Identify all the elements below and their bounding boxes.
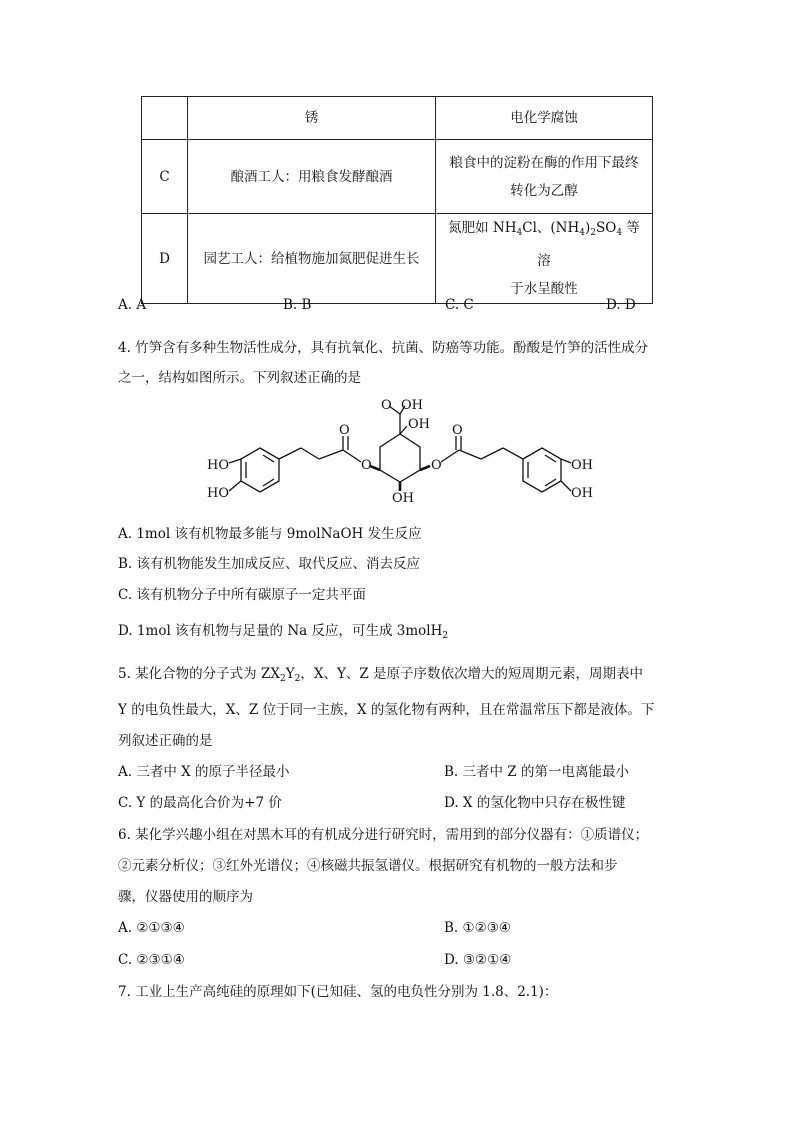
label-cooh-oh: OH [401, 398, 423, 413]
label-o-ester-left: O [361, 458, 372, 473]
q3-option-d[interactable]: D. D [606, 297, 636, 313]
row-explain-c [436, 140, 653, 214]
q4-option-d-sub: 2 [442, 631, 449, 641]
header-cell-rust: 锈 [188, 97, 436, 140]
explain-d-text-e: 等溶 [537, 220, 640, 269]
q5-sub-b: 2 [294, 674, 301, 684]
q4-option-c[interactable]: C. 该有机物分子中所有碳原子一定共平面 [118, 587, 366, 603]
label-oh-right-bottom: OH [571, 486, 593, 501]
q3-option-b[interactable]: B. B [283, 297, 312, 313]
explain-d-line1 [442, 214, 646, 275]
q3-option-a[interactable]: A. A [118, 297, 147, 313]
q3-option-c[interactable]: C. C [445, 297, 474, 313]
row-label-d: D [142, 214, 188, 304]
q5-option-b[interactable]: B. 三者中 Z 的第一电离能最小 [444, 764, 629, 780]
row-job-d: 园艺工人：给植物施加氮肥促进生长 [188, 214, 436, 304]
explain-d-text-a: 氮肥如 NH [448, 220, 517, 236]
table-row [142, 214, 653, 304]
q7-stem: 7. 工业上生产高纯硅的原理如下(已知硅、氢的电负性分别为 1.8、2.1)： [118, 984, 558, 1000]
q6-option-b[interactable]: B. ①②③④ [444, 920, 511, 936]
explain-d-text-d: SO [596, 220, 617, 236]
q6-stem-line1: 6. 某化学兴趣小组在对黑木耳的有机成分进行研究时，需用到的部分仪器有：①质谱仪； [118, 827, 649, 843]
q5-sub-a: 2 [279, 674, 286, 684]
q5-stem-post: ，X、Y、Z 是原子序数依次增大的短周期元素，周期表中 [300, 666, 644, 682]
label-cooh-o: O [381, 398, 392, 413]
q5-option-a[interactable]: A. 三者中 X 的原子半径最小 [118, 764, 290, 780]
q6-stem-line2: ②元素分析仪；③红外光谱仪；④核磁共振氢谱仪。根据研究有机物的一般方法和步 [118, 858, 618, 874]
explain-d-sub-d: 4 [616, 228, 623, 238]
q4-stem-line1: 4. 竹笋含有多种生物活性成分，具有抗氧化、抗菌、防癌等功能。酚酸是竹笋的活性成分 [118, 340, 649, 356]
explain-d-sub-a: 4 [516, 228, 523, 238]
label-ho-left-bottom: HO [207, 486, 229, 501]
label-oh-ring: OH [392, 491, 414, 506]
explain-d-text-b: Cl、(NH [522, 220, 580, 236]
row-job-c: 酿酒工人：用粮食发酵酿酒 [188, 140, 436, 214]
q5-stem-pre: 5. 某化合物的分子式为 ZX [118, 666, 280, 682]
q5-stem-line3: 列叙述正确的是 [118, 733, 213, 749]
header-cell-empty [142, 97, 188, 140]
label-ho-left-top: HO [207, 458, 229, 473]
explain-c-line1: 粮食中的淀粉在酶的作用下最终 [449, 154, 639, 171]
q4-option-b[interactable]: B. 该有机物能发生加成反应、取代反应、消去反应 [118, 556, 421, 572]
explain-d-line2: 于水呈酸性 [510, 281, 578, 297]
q5-stem-line1 [118, 666, 643, 687]
q6-option-a[interactable]: A. ②①③④ [118, 920, 185, 936]
q5-option-d[interactable]: D. X 的氢化物中只存在极性键 [444, 795, 626, 811]
explain-d-sub-b: 4 [579, 228, 585, 238]
q6-option-c[interactable]: C. ②③①④ [118, 952, 185, 968]
q5-option-c[interactable]: C. Y 的最高化合价为+7 价 [118, 795, 282, 811]
label-oh-right-top: OH [571, 458, 593, 473]
label-o-carbonyl-right: O [452, 423, 463, 438]
label-o-ester-right: O [431, 458, 442, 473]
row-label-c: C [142, 140, 188, 214]
header-cell-corrosion: 电化学腐蚀 [436, 97, 653, 140]
q4-option-d-text: D. 1mol 该有机物与足量的 Na 反应，可生成 3molH [118, 623, 443, 639]
explain-d-text-c: ) [584, 220, 591, 236]
q5-stem-line2: Y 的电负性最大，X、Z 位于同一主族，X 的氢化物有两种，且在常温常压下都是液体。下 [118, 702, 655, 718]
q6-stem-line3: 骤，仪器使用的顺序为 [118, 889, 253, 905]
explain-d-sub-c: 2 [590, 228, 596, 238]
table-header-row [142, 97, 653, 140]
row-explain-d [436, 214, 653, 304]
q6-option-d[interactable]: D. ③②①④ [444, 952, 512, 968]
q4-stem-line2: 之一，结构如图所示。下列叙述正确的是 [118, 370, 361, 386]
question3-table [141, 96, 653, 304]
q5-stem-y: Y [285, 666, 295, 682]
q4-option-d[interactable] [118, 623, 448, 644]
label-o-carbonyl-left: O [339, 423, 350, 438]
q4-option-a[interactable]: A. 1mol 该有机物最多能与 9molNaOH 发生反应 [118, 526, 422, 542]
table-row [142, 140, 653, 214]
label-oh-quaternary: OH [408, 417, 430, 432]
explain-c-line2: 转化为乙醇 [510, 182, 578, 199]
chlorogenic-acid-structure [205, 392, 595, 520]
